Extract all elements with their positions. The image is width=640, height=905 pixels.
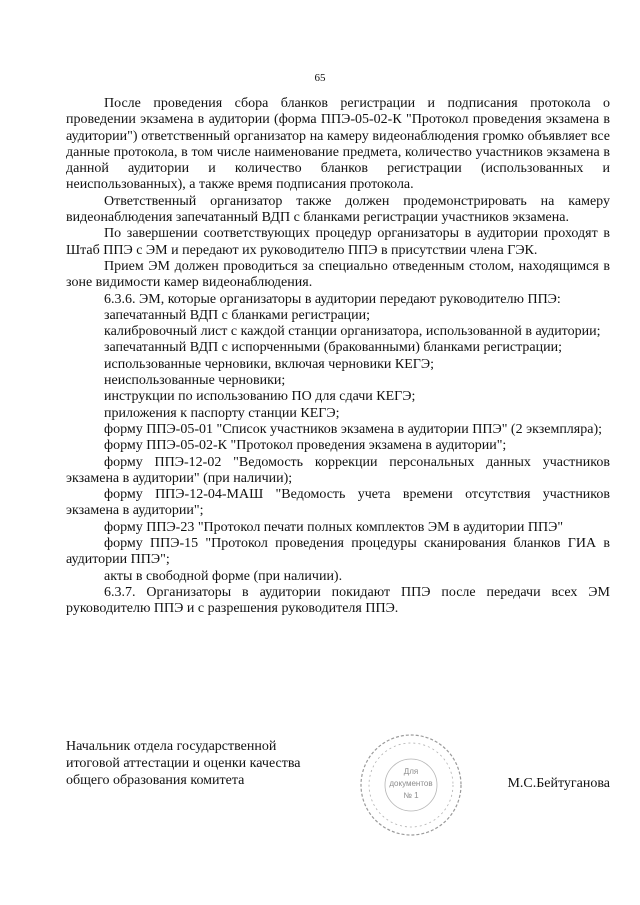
signature-block: [66, 738, 610, 838]
signatory-title-line: Начальник отдела государственной: [66, 739, 277, 754]
paragraph: Прием ЭМ должен проводиться за специально отведенным столом, находящимся в зоне видимости камер видеонаблюдения.: [66, 258, 610, 291]
section-heading: 6.3.6. ЭМ, которые организаторы в аудитории передают руководителю ППЭ:: [104, 291, 561, 307]
paragraph: Ответственный организатор также должен продемонстрировать на камеру видеонаблюдения запечатанный ВДП с бланками регистрации участников экзамена.: [66, 193, 610, 226]
list-item: форму ППЭ-05-01 "Список участников экзамена в аудитории ППЭ" (2 экземпляра);: [104, 421, 602, 437]
signatory-name: М.С.Бейтуганова: [507, 776, 610, 791]
list-item: запечатанный ВДП с испорченными (бракованными) бланками регистрации;: [104, 340, 563, 356]
list-item: использованные черновики, включая черновики КЕГЭ;: [104, 356, 434, 372]
paragraph: После проведения сбора бланков регистрации и подписания протокола о проведении экзамена в аудитории (форма ППЭ-05-02-К "Протокол проведения экзамена в аудитории") ответственный организатор на камеру видеонаблюдения громко объявляет все данные протокола, в том числе наименование предмета, количество участников экзамена в данной аудитории и количество бланков регистрации (использованных и неиспользованных), а также время подписания протокола.: [66, 96, 610, 193]
signatory-title-line: общего образования комитета: [66, 773, 245, 788]
seal-text-line: № 1: [403, 791, 419, 800]
list-item: форму ППЭ-05-02-К "Протокол проведения экзамена в аудитории";: [104, 438, 507, 454]
paragraph: По завершении соответствующих процедур организаторы в аудитории проходят в Штаб ППЭ с ЭМ и передают их руководителю ППЭ в присутствии члена ГЭК.: [66, 226, 610, 258]
page-number: 65: [314, 72, 326, 84]
list-item: форму ППЭ-12-02 "Ведомость коррекции персональных данных участников экзамена в аудитории" (при наличии);: [66, 454, 610, 486]
signatory-title-line: итоговой аттестации и оценки качества: [66, 756, 301, 771]
document-body: [66, 96, 610, 618]
list-item: калибровочный лист с каждой станции организатора, использованной в аудитории;: [104, 324, 601, 340]
list-item: запечатанный ВДП с бланками регистрации;: [104, 307, 371, 323]
list-item: акты в свободной форме (при наличии).: [104, 568, 343, 584]
seal-text-line: документов: [389, 779, 433, 788]
seal-text-line: Для: [403, 767, 419, 776]
list-item: неиспользованные черновики;: [104, 373, 286, 389]
list-item: приложения к паспорту станции КЕГЭ;: [104, 405, 340, 421]
section-heading: 6.3.7. Организаторы в аудитории покидают ППЭ после передачи всех ЭМ руководителю ППЭ и с разрешения руководителя ППЭ.: [66, 584, 610, 617]
list-item: форму ППЭ-15 "Протокол проведения процедуры сканирования бланков ГИА в аудитории ППЭ";: [66, 536, 610, 568]
list-item: инструкции по использованию ПО для сдачи КЕГЭ;: [104, 389, 416, 405]
signatory-title: [66, 738, 300, 789]
list-item: форму ППЭ-12-04-МАШ "Ведомость учета времени отсутствия участников экзамена в аудитории";: [66, 487, 610, 519]
list-item: форму ППЭ-23 "Протокол печати полных комплектов ЭМ в аудитории ППЭ": [104, 519, 564, 535]
official-seal: [356, 730, 466, 840]
